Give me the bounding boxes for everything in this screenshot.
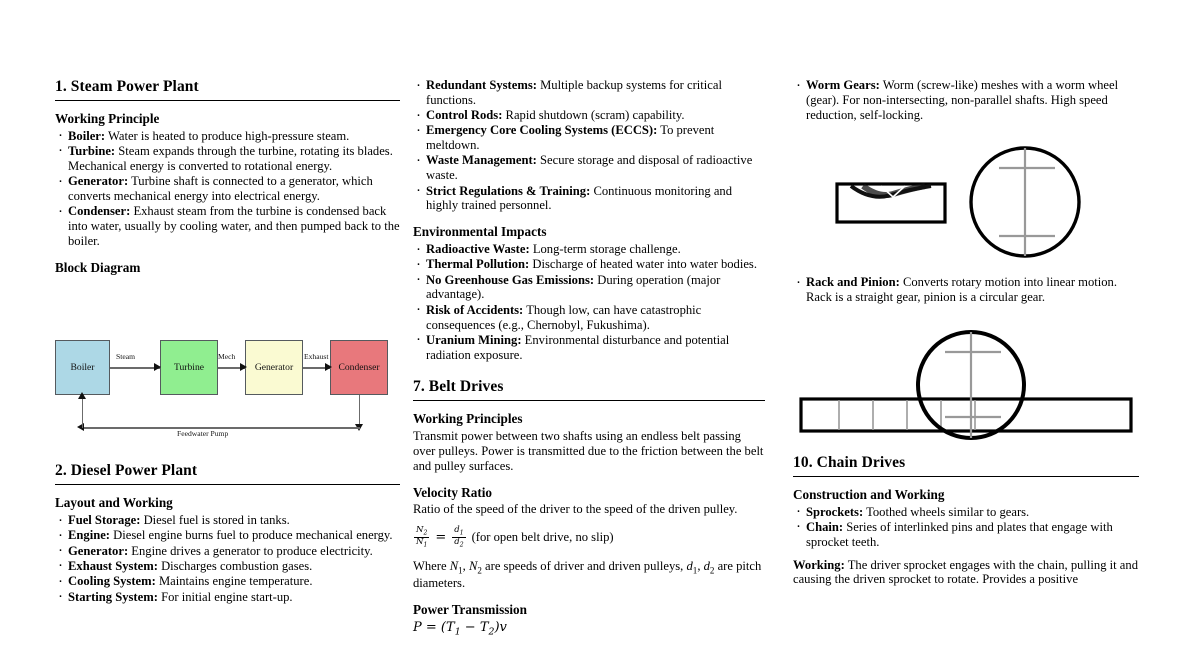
list-item-text: Secure storage and disposal of radioactive waste. [426, 153, 753, 183]
list-item [793, 275, 1139, 305]
worm-gear-svg [793, 144, 1133, 264]
list-worm-gears [793, 78, 1139, 122]
list-item [413, 78, 765, 108]
diagram-box-label: Turbine [173, 362, 205, 374]
list-item-text: Converts rotary motion into linear motion. Rack is a straight gear, pinion is a circular gear. [806, 275, 1118, 305]
list-item-label: Fuel Storage: [68, 513, 141, 528]
column-left [0, 78, 413, 647]
list-item-text: Engine drives a generator to produce electricity. [131, 543, 373, 558]
list-item-text: Steam expands through the turbine, rotating its blades. Mechanical energy is converted to rotational energy. [68, 143, 393, 173]
list-item [413, 303, 765, 333]
subheading-block-diagram: Block Diagram [55, 259, 141, 275]
formula-velocity-ratio [413, 526, 765, 549]
list-chain-drive-parts [793, 505, 1139, 550]
list-item-text: Continuous monitoring and highly trained personnel. [426, 183, 732, 213]
list-item [413, 273, 765, 303]
list-item-label: Risk of Accidents: [426, 302, 524, 317]
paragraph-working-text: The driver sprocket engages with the chain, pulling it and causing the driven sprocket to rotate. Provides a positive [793, 557, 1138, 587]
subheading-construction-and-working: Construction and Working [793, 486, 945, 502]
list-item-text: Exhaust steam from the turbine is condensed back into water, usually by cooling water, and then pumped back to the boiler. [68, 204, 400, 248]
formula-power-transmission [413, 621, 765, 638]
list-item [413, 108, 765, 123]
list-item-label: Radioactive Waste: [426, 242, 530, 257]
list-item [55, 174, 400, 204]
list-item [55, 574, 400, 589]
list-rack-and-pinion [793, 275, 1139, 305]
list-item [55, 204, 400, 248]
list-item-text: Toothed wheels similar to gears. [866, 504, 1030, 519]
list-item-text: Environmental disturbance and potential radiation exposure. [426, 332, 730, 362]
list-item [55, 144, 400, 174]
list-item-label: Starting System: [68, 589, 158, 604]
subheading-working-principles: Working Principles [413, 411, 523, 427]
list-item-text: To prevent meltdown. [426, 123, 715, 153]
list-item-label: Boiler: [68, 128, 106, 143]
figure-rack-and-pinion [793, 327, 1139, 450]
list-item [413, 333, 765, 363]
list-item [55, 528, 400, 543]
list-item [793, 520, 1139, 550]
edge-label-steam: Steam [116, 352, 135, 362]
arrow-head-right [240, 363, 247, 371]
list-item-label: Worm Gears: [806, 78, 880, 92]
list-item-text: Series of interlinked pins and plates that engage with sprocket teeth. [806, 519, 1113, 549]
list-item-label: Exhaust System: [68, 558, 158, 573]
list-item-text: Maintains engine temperature. [158, 574, 313, 589]
diagram-box-label: Condenser [338, 362, 380, 374]
edge-label-feedwater-pump: Feedwater Pump [177, 429, 229, 439]
list-item-text: Though low, can have catastrophic consequences (e.g., Chernobyl, Fukushima). [426, 302, 702, 332]
list-item-text: Diesel fuel is stored in tanks. [143, 513, 290, 528]
list-item [413, 184, 765, 214]
list-environmental-impacts [413, 242, 765, 362]
figure-worm-gear [793, 144, 1139, 269]
list-item-label: Thermal Pollution: [426, 257, 530, 272]
subheading-velocity-ratio: Velocity Ratio [413, 484, 492, 500]
diagram-box-turbine [160, 340, 218, 395]
section-rule [55, 100, 400, 101]
section-rule [55, 484, 400, 485]
list-item [55, 544, 400, 559]
list-item [413, 242, 765, 257]
list-item-text: Discharge of heated water into water bodies. [532, 257, 757, 272]
subheading-environmental-impacts: Environmental Impacts [413, 224, 547, 240]
diagram-box-label: Generator [254, 362, 294, 374]
list-item-label: No Greenhouse Gas Emissions: [426, 272, 595, 287]
list-item-label: Cooling System: [68, 574, 156, 589]
block-diagram-steam-plant [55, 315, 395, 440]
list-item [793, 505, 1139, 520]
column-right [778, 78, 1191, 647]
list-item-text: Diesel engine burns fuel to produce mechanical energy. [113, 528, 393, 543]
fraction-numerator: $N_2$ [416, 525, 428, 538]
diagram-box-label: Boiler [70, 362, 95, 374]
paragraph-where-definitions: Where $N_1$, $N_2$ are speeds of driver and driven pulleys, $d_1$, $d_2$ are pitch diameters. [413, 558, 762, 590]
page-title-chain-drives: 10. Chain Drives [793, 453, 906, 471]
list-item-text: For initial engine start-up. [161, 589, 293, 604]
page-title-belt-drives: 7. Belt Drives [413, 378, 504, 396]
paragraph-velocity-ratio: Ratio of the speed of the driver to the speed of the driven pulley. [413, 502, 738, 517]
list-item-label: Emergency Core Cooling Systems (ECCS): [426, 123, 658, 138]
list-working-principle [55, 129, 400, 249]
fraction-numerator: $d_1$ [454, 525, 464, 538]
connector-boiler-turbine [110, 367, 160, 368]
list-item-text: Multiple backup systems for critical functions. [426, 78, 722, 107]
section-rule [793, 476, 1139, 477]
diagram-box-generator [245, 340, 303, 395]
list-item-label: Engine: [68, 528, 110, 543]
list-item-label: Turbine: [68, 143, 116, 158]
list-item-label: Control Rods: [426, 108, 503, 123]
arrow-head-right [325, 363, 332, 371]
list-item [413, 257, 765, 272]
paragraph-chain-working [793, 558, 1139, 588]
list-item-label: Condenser: [68, 204, 131, 219]
equals-sign: = [435, 529, 447, 545]
diagram-box-boiler [55, 340, 110, 395]
edge-label-exhaust: Exhaust [304, 352, 329, 362]
rack-bar [801, 399, 1131, 431]
list-item-label: Sprockets: [806, 504, 864, 519]
list-item [413, 123, 765, 153]
fraction-denominator: $N_1$ [416, 537, 428, 550]
list-item-text: Long-term storage challenge. [532, 242, 681, 257]
list-item-label: Uranium Mining: [426, 332, 522, 347]
list-item [55, 559, 400, 574]
list-item [55, 590, 400, 605]
list-item [793, 78, 1139, 122]
list-item-text: Discharges combustion gases. [161, 558, 313, 573]
subheading-layout-and-working: Layout and Working [55, 495, 173, 511]
list-item [413, 153, 765, 183]
paragraph-label-working: Working: [793, 557, 845, 572]
list-item-label: Rack and Pinion: [806, 275, 900, 290]
diagram-box-condenser [330, 340, 388, 395]
section-rule [413, 400, 765, 401]
rack-pinion-svg [793, 327, 1139, 445]
list-item-text: Turbine shaft is connected to a generator, which converts mechanical energy into electrical energy. [68, 174, 373, 203]
fraction-n2-over-n1 [414, 526, 429, 549]
list-item-label: Generator: [68, 174, 129, 189]
subheading-power-transmission: Power Transmission [413, 601, 527, 617]
paragraph-working-principles: Transmit power between two shafts using an endless belt passing over pulleys. Power is transmitted due to the friction between the belt and pulley surfaces. [413, 429, 764, 473]
list-item-label: Redundant Systems: [426, 78, 537, 92]
list-item-text: Rapid shutdown (scram) capability. [505, 108, 685, 123]
page-title-steam-power-plant: 1. Steam Power Plant [55, 78, 199, 95]
list-item-label: Waste Management: [426, 153, 537, 168]
fraction-denominator: $d_2$ [454, 537, 464, 550]
list-item-text: Water is heated to produce high-pressure steam. [108, 128, 350, 143]
list-item-label: Generator: [68, 543, 129, 558]
edge-label-mech: Mech [218, 352, 236, 362]
list-item [55, 129, 400, 144]
fraction-d1-over-d2 [452, 526, 465, 549]
list-item [55, 513, 400, 528]
three-column-layout [0, 78, 1191, 647]
subheading-working-principle: Working Principle [55, 110, 160, 126]
list-safety-features [413, 78, 765, 213]
formula-power-expression: $P = (T_1 - T_2)v$ [413, 620, 507, 639]
connector-up-to-boiler [82, 397, 83, 428]
formula-note: (for open belt drive, no slip) [471, 530, 614, 545]
page-title-diesel-power-plant: 2. Diesel Power Plant [55, 462, 198, 480]
list-item-text: Worm (screw-like) meshes with a worm wheel (gear). For non-intersecting, non-parallel shafts. High speed reduction, self-locking. [806, 78, 1119, 122]
arrow-head-up [78, 392, 86, 399]
list-item-label: Chain: [806, 519, 844, 534]
list-item-label: Strict Regulations & Training: [426, 183, 591, 198]
list-layout-and-working [55, 513, 400, 604]
arrow-head-right [154, 363, 161, 371]
column-middle [413, 78, 778, 647]
list-item-text: During operation (major advantage). [426, 272, 721, 302]
